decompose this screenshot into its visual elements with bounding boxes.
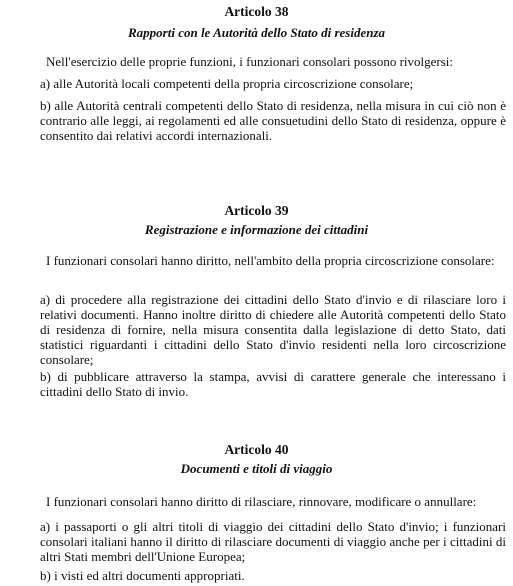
article-38-subtitle: Rapporti con le Autorità dello Stato di residenza <box>127 25 386 40</box>
article-40-item-a: a) i passaporti o gli altri titoli di viaggio dei cittadini dello Stato d'invio; i funzionari consolari italiani hanno il diritto di rilasciare documenti di viaggio anche per i cittadini di altri Stati membri dell'Unione Europea; <box>40 519 506 564</box>
article-40-subtitle: Documenti e titoli di viaggio <box>180 461 333 476</box>
article-40-item-b: b) i visti ed altri documenti appropriati. <box>40 568 245 583</box>
article-38-item-b: b) alle Autorità centrali competenti dello Stato di residenza, nella misura in cui ciò non è contrario alle leggi, ai regolamenti ed alle consuetudini dello Stato di residenza, oppure è consentito dai relativi accordi internazionali. <box>40 98 506 143</box>
article-40-title: Articolo 40 <box>224 442 289 457</box>
article-39-title: Articolo 39 <box>224 203 289 218</box>
article-39-intro: I funzionari consolari hanno diritto, nell'ambito della propria circoscrizione consolare: <box>46 253 495 268</box>
article-39-item-a: a) di procedere alla registrazione dei cittadini dello Stato d'invio e di rilasciare loro i relativi documenti. Hanno inoltre diritto di chiedere alle Autorità competenti dello Stato di residenza di fornire, nella misura consentita dalla legislazione di detto Stato, dati statistici riguardanti i cittadini dello Stato d'invio residenti nella loro circoscrizione consolare; <box>40 292 506 367</box>
article-38-intro: Nell'esercizio delle proprie funzioni, i funzionari consolari possono rivolgersi: <box>46 54 454 69</box>
article-40-intro: I funzionari consolari hanno diritto di rilasciare, rinnovare, modificare o annullare: <box>46 494 477 509</box>
article-38-item-a: a) alle Autorità locali competenti della propria circoscrizione consolare; <box>40 76 414 91</box>
article-39-item-b: b) di pubblicare attraverso la stampa, avvisi di carattere generale che interessano i cittadini dello Stato di invio. <box>40 369 506 399</box>
article-38-title: Articolo 38 <box>224 4 289 19</box>
article-39-subtitle: Registrazione e informazione dei cittadini <box>144 222 369 237</box>
